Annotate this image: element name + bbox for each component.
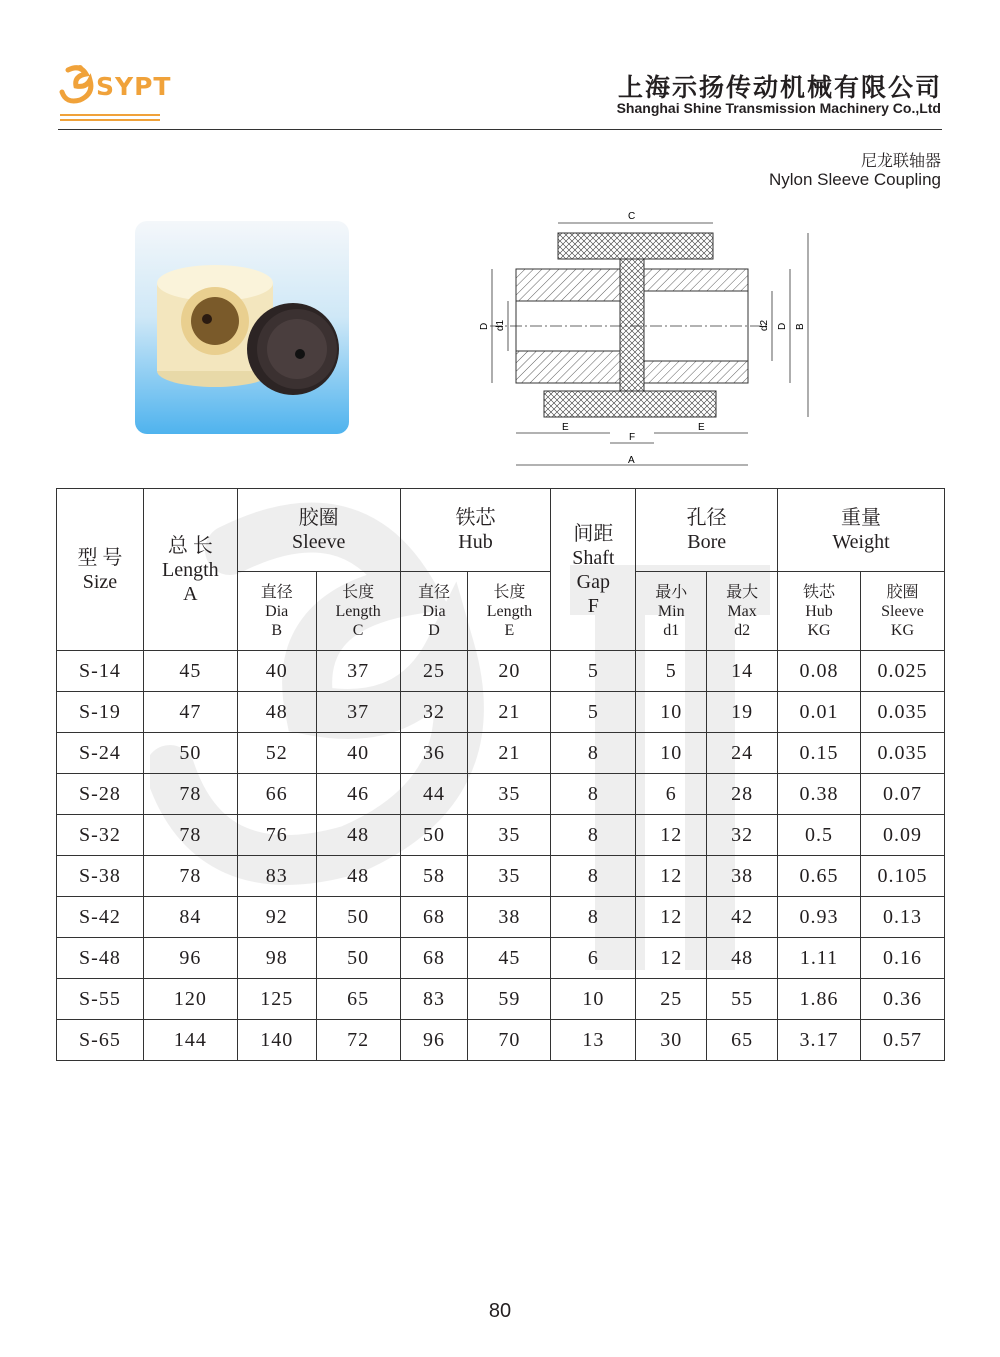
table-cell: 12	[636, 815, 707, 856]
table-cell: 8	[551, 897, 636, 938]
header-size: 型 号 Size	[57, 489, 144, 651]
table-cell: 8	[551, 856, 636, 897]
table-cell: 0.65	[778, 856, 861, 897]
page-number: 80	[488, 1300, 512, 1322]
table-cell: 40	[316, 733, 400, 774]
table-cell: S-38	[57, 856, 144, 897]
table-cell: 47	[143, 692, 237, 733]
table-cell: 6	[551, 938, 636, 979]
table-cell: S-48	[57, 938, 144, 979]
table-cell: 50	[316, 938, 400, 979]
table-cell: 125	[237, 979, 316, 1020]
header-hub: 铁芯 Hub	[400, 489, 551, 572]
table-cell: 0.07	[860, 774, 944, 815]
table-cell: 83	[400, 979, 468, 1020]
table-cell: 32	[707, 815, 778, 856]
table-cell: 42	[707, 897, 778, 938]
company-name-cn: 上海示扬传动机械有限公司	[617, 73, 942, 102]
table-cell: 1.86	[778, 979, 861, 1020]
table-cell: 68	[400, 938, 468, 979]
table-cell: 144	[143, 1020, 237, 1061]
table-row	[57, 651, 945, 692]
table-cell: 12	[636, 897, 707, 938]
table-cell: 30	[636, 1020, 707, 1061]
table-cell: 48	[316, 815, 400, 856]
table-cell: 32	[400, 692, 468, 733]
table-cell: 58	[400, 856, 468, 897]
table-cell: 8	[551, 774, 636, 815]
table-cell: 6	[636, 774, 707, 815]
product-photo	[135, 221, 349, 434]
table-cell: 13	[551, 1020, 636, 1061]
table-cell: S-55	[57, 979, 144, 1020]
header-hub-length: 长度 Length E	[468, 572, 551, 651]
table-cell: 12	[636, 938, 707, 979]
header-bore: 孔径 Bore	[636, 489, 778, 572]
table-cell: 38	[468, 897, 551, 938]
table-cell: 10	[551, 979, 636, 1020]
table-cell: 24	[707, 733, 778, 774]
dim-label-d2: d2	[759, 319, 770, 331]
table-cell: 0.01	[778, 692, 861, 733]
header-sleeve-dia: 直径 Dia B	[237, 572, 316, 651]
table-cell: 0.93	[778, 897, 861, 938]
table-cell: 50	[143, 733, 237, 774]
table-cell: 35	[468, 774, 551, 815]
table-cell: 59	[468, 979, 551, 1020]
dim-label-e-right: E	[698, 422, 705, 433]
dim-label-d: D	[479, 322, 490, 330]
table-cell: 45	[468, 938, 551, 979]
coupling-dimension-drawing	[470, 205, 820, 475]
header-hub-dia: 直径 Dia D	[400, 572, 468, 651]
table-cell: 46	[316, 774, 400, 815]
table-cell: 70	[468, 1020, 551, 1061]
table-cell: 35	[468, 856, 551, 897]
table-cell: 35	[468, 815, 551, 856]
header-sleeve: 胶圈 Sleeve	[237, 489, 400, 572]
table-cell: 48	[237, 692, 316, 733]
dim-label-a: A	[628, 455, 635, 466]
table-cell: 0.38	[778, 774, 861, 815]
header-length: 总 长 Length A	[143, 489, 237, 651]
table-row	[57, 692, 945, 733]
header-weight-sleeve: 胶圈 Sleeve KG	[860, 572, 944, 651]
table-cell: 8	[551, 815, 636, 856]
header-divider	[58, 129, 942, 130]
table-cell: 52	[237, 733, 316, 774]
dim-label-b: B	[795, 323, 806, 330]
table-cell: S-24	[57, 733, 144, 774]
header-weight: 重量 Weight	[778, 489, 945, 572]
header-weight-hub: 铁芯 Hub KG	[778, 572, 861, 651]
spec-table-body	[57, 651, 945, 1061]
dim-label-c: C	[628, 211, 636, 222]
dim-label-d1: d1	[495, 319, 506, 331]
dim-label-f: F	[629, 432, 636, 443]
table-cell: 0.36	[860, 979, 944, 1020]
table-cell: 5	[551, 692, 636, 733]
table-cell: 10	[636, 733, 707, 774]
table-cell: S-14	[57, 651, 144, 692]
table-row	[57, 733, 945, 774]
logo-underline	[60, 119, 160, 121]
table-cell: 21	[468, 733, 551, 774]
table-cell: 96	[400, 1020, 468, 1061]
table-cell: 12	[636, 856, 707, 897]
table-cell: 0.035	[860, 733, 944, 774]
table-cell: S-32	[57, 815, 144, 856]
table-cell: 65	[316, 979, 400, 1020]
table-cell: 98	[237, 938, 316, 979]
table-cell: 28	[707, 774, 778, 815]
table-cell: 48	[707, 938, 778, 979]
product-title-cn: 尼龙联轴器	[860, 151, 941, 170]
table-cell: 66	[237, 774, 316, 815]
table-cell: 0.16	[860, 938, 944, 979]
table-row	[57, 938, 945, 979]
table-cell: 78	[143, 856, 237, 897]
table-cell: 72	[316, 1020, 400, 1061]
table-cell: 36	[400, 733, 468, 774]
table-cell: 0.5	[778, 815, 861, 856]
table-cell: 40	[237, 651, 316, 692]
table-cell: S-42	[57, 897, 144, 938]
table-cell: S-65	[57, 1020, 144, 1061]
table-row	[57, 897, 945, 938]
table-cell: 5	[636, 651, 707, 692]
table-row	[57, 815, 945, 856]
table-row	[57, 774, 945, 815]
table-cell: 3.17	[778, 1020, 861, 1061]
table-cell: 78	[143, 815, 237, 856]
table-cell: 38	[707, 856, 778, 897]
table-cell: 50	[316, 897, 400, 938]
table-cell: 120	[143, 979, 237, 1020]
table-cell: 76	[237, 815, 316, 856]
table-cell: 21	[468, 692, 551, 733]
table-cell: 55	[707, 979, 778, 1020]
table-cell: 48	[316, 856, 400, 897]
table-cell: 68	[400, 897, 468, 938]
logo-text: SYPT	[96, 72, 172, 101]
table-cell: S-28	[57, 774, 144, 815]
product-title-en: Nylon Sleeve Coupling	[769, 170, 941, 189]
table-cell: 0.08	[778, 651, 861, 692]
table-cell: 83	[237, 856, 316, 897]
table-cell: 50	[400, 815, 468, 856]
header-bore-max: 最大 Max d2	[707, 572, 778, 651]
table-cell: 0.15	[778, 733, 861, 774]
table-cell: 78	[143, 774, 237, 815]
header-shaft-gap: 间距 Shaft Gap F	[551, 489, 636, 651]
company-name-en: Shanghai Shine Transmission Machinery Co.,Ltd	[616, 100, 941, 116]
dim-label-e-left: E	[562, 422, 569, 433]
table-cell: 96	[143, 938, 237, 979]
table-row	[57, 979, 945, 1020]
table-cell: 84	[143, 897, 237, 938]
table-cell: 92	[237, 897, 316, 938]
table-cell: 20	[468, 651, 551, 692]
table-row	[57, 1020, 945, 1061]
table-cell: 25	[400, 651, 468, 692]
table-cell: 0.13	[860, 897, 944, 938]
table-cell: 14	[707, 651, 778, 692]
table-cell: 5	[551, 651, 636, 692]
table-row	[57, 856, 945, 897]
table-cell: 0.09	[860, 815, 944, 856]
dim-label-d-right: D	[777, 322, 788, 330]
table-cell: 0.035	[860, 692, 944, 733]
table-cell: 0.025	[860, 651, 944, 692]
logo-underline	[60, 114, 160, 116]
table-cell: 25	[636, 979, 707, 1020]
table-cell: S-19	[57, 692, 144, 733]
table-cell: 45	[143, 651, 237, 692]
table-cell: 37	[316, 692, 400, 733]
table-cell: 0.57	[860, 1020, 944, 1061]
table-cell: 8	[551, 733, 636, 774]
spec-table	[56, 488, 945, 1061]
table-cell: 140	[237, 1020, 316, 1061]
table-cell: 37	[316, 651, 400, 692]
header-sleeve-length: 长度 Length C	[316, 572, 400, 651]
table-cell: 19	[707, 692, 778, 733]
table-cell: 65	[707, 1020, 778, 1061]
table-cell: 10	[636, 692, 707, 733]
table-cell: 44	[400, 774, 468, 815]
table-cell: 0.105	[860, 856, 944, 897]
table-cell: 1.11	[778, 938, 861, 979]
header-bore-min: 最小 Min d1	[636, 572, 707, 651]
